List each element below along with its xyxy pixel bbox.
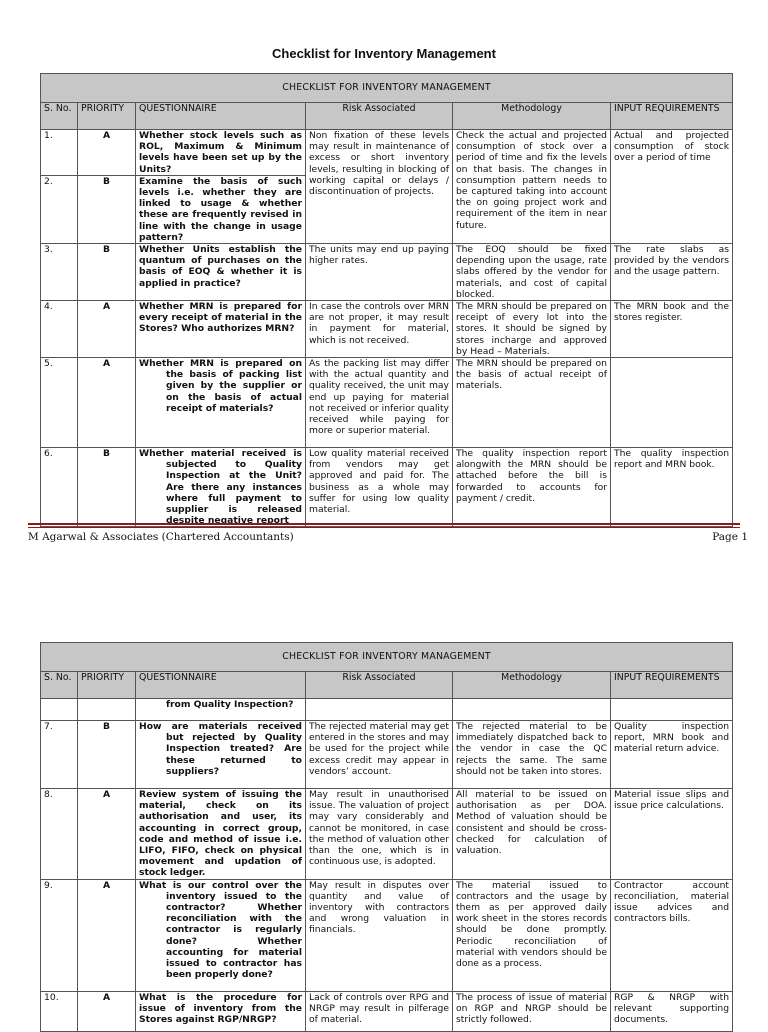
row-question: Whether MRN is prepared for every receipt of material in the Stores? Who authorizes MRN? bbox=[136, 301, 306, 358]
row-input: The rate slabs as provided by the vendors and the usage pattern. bbox=[611, 244, 733, 301]
checklist-table-page-1 bbox=[40, 73, 733, 527]
question-text: Whether MRN is prepared on the basis of packing list given by the supplier or on the basis of actual receipt of materials? bbox=[139, 358, 302, 414]
row-number: 5. bbox=[41, 358, 78, 448]
footer-firm-name: M Agarwal & Associates (Chartered Accountants) bbox=[28, 531, 294, 543]
question-text: Whether material received is subjected to Quality Inspection at the Unit? Are there any instances where full payment to supplier is released despite negative report bbox=[139, 448, 302, 527]
header-risk: Risk Associated bbox=[306, 103, 453, 130]
table-row bbox=[41, 448, 733, 527]
table-row bbox=[41, 789, 733, 880]
table-caption: CHECKLIST FOR INVENTORY MANAGEMENT bbox=[41, 643, 733, 672]
row-methodology: The material issued to contractors and the usage by them as per approved daily work sheet in the stores records should be done promptly. Periodic reconciliation of material with vendors should be done as a process. bbox=[453, 879, 611, 991]
footer-divider-thin bbox=[28, 527, 740, 528]
row-risk: The units may end up paying higher rates. bbox=[306, 244, 453, 301]
row-question: What is the procedure for issue of inventory from the Stores against RGP/NRGP? bbox=[136, 991, 306, 1031]
row-methodology: The MRN should be prepared on the basis of actual receipt of materials. bbox=[453, 358, 611, 448]
table-row bbox=[41, 301, 733, 358]
row-risk: May result in disputes over quantity and value of inventory with contractors and wrong valuation in financials. bbox=[306, 879, 453, 991]
row-methodology: The quality inspection report alongwith the MRN should be attached before the bill is forwarded to accounts for payment / credit. bbox=[453, 448, 611, 527]
row-input: The quality inspection report and MRN book. bbox=[611, 448, 733, 527]
row-risk: Lack of controls over RPG and NRGP may result in pilferage of material. bbox=[306, 991, 453, 1031]
row-methodology: All material to be issued on authorisation as per DOA. Method of valuation should be consistent and should be cross-checked for calculation of valuation. bbox=[453, 789, 611, 880]
header-priority: PRIORITY bbox=[78, 103, 136, 130]
header-methodology: Methodology bbox=[453, 103, 611, 130]
row-priority: B bbox=[78, 175, 136, 243]
row-number: 6. bbox=[41, 448, 78, 527]
row-number: 3. bbox=[41, 244, 78, 301]
table-header-row bbox=[41, 103, 733, 130]
row-input: Actual and projected consumption of stock over a period of time bbox=[611, 130, 733, 244]
header-priority: PRIORITY bbox=[78, 672, 136, 699]
table-row bbox=[41, 879, 733, 991]
row-risk bbox=[306, 699, 453, 721]
row-question: Whether stock levels such as ROL, Maximum & Minimum levels have been set up by the Units? bbox=[136, 130, 306, 176]
row-question bbox=[136, 721, 306, 789]
row-number: 10. bbox=[41, 991, 78, 1031]
row-number: 1. bbox=[41, 130, 78, 176]
row-question bbox=[136, 448, 306, 527]
row-methodology: The rejected material to be immediately dispatched back to the vendor in case the QC rejects the same. The same should not be taken into stores. bbox=[453, 721, 611, 789]
checklist-table-page-2 bbox=[40, 642, 733, 1032]
table-row bbox=[41, 721, 733, 789]
header-input-requirements: INPUT REQUIREMENTS bbox=[611, 103, 733, 130]
header-methodology: Methodology bbox=[453, 672, 611, 699]
document-title: Checklist for Inventory Management bbox=[272, 46, 496, 61]
row-risk: Non fixation of these levels may result in maintenance of excess or short inventory levels, resulting in blocking of working capital or delays / discontinuation of projects. bbox=[306, 130, 453, 244]
header-questionnaire: QUESTIONNAIRE bbox=[136, 672, 306, 699]
row-number: 2. bbox=[41, 175, 78, 243]
row-number: 9. bbox=[41, 879, 78, 991]
table-caption: CHECKLIST FOR INVENTORY MANAGEMENT bbox=[41, 74, 733, 103]
row-question bbox=[136, 879, 306, 991]
row-methodology: The MRN should be prepared on receipt of every lot into the stores. It should be signed by stores incharge and approved by Head – Materials. bbox=[453, 301, 611, 358]
table-row bbox=[41, 358, 733, 448]
row-priority: A bbox=[78, 301, 136, 358]
row-question: from Quality Inspection? bbox=[136, 699, 306, 721]
row-risk: May result in unauthorised issue. The valuation of project may vary considerably and cannot be monitored, in case the method of valuation other than the one, which is in continuous use, is adopted. bbox=[306, 789, 453, 880]
row-priority: A bbox=[78, 789, 136, 880]
table-row bbox=[41, 991, 733, 1031]
table-caption-row bbox=[41, 643, 733, 672]
question-text: What is our control over the inventory issued to the contractor? Whether reconciliation with the contractor is regularly done? Whether accounting for material issued to contractor has been properly done? bbox=[139, 879, 302, 981]
row-risk: Low quality material received from vendors may get approved and paid for. The business as a whole may suffer for using low quality material. bbox=[306, 448, 453, 527]
row-number: 4. bbox=[41, 301, 78, 358]
header-sno: S. No. bbox=[41, 672, 78, 699]
row-risk: The rejected material may get entered in the stores and may be used for the project while excess credit may appear in vendors’ account. bbox=[306, 721, 453, 789]
row-input: Quality inspection report, MRN book and material return advice. bbox=[611, 721, 733, 789]
row-input bbox=[611, 358, 733, 448]
table-caption-row bbox=[41, 74, 733, 103]
row-priority: A bbox=[78, 879, 136, 991]
row-priority: A bbox=[78, 130, 136, 176]
row-priority: A bbox=[78, 358, 136, 448]
row-input: The MRN book and the stores register. bbox=[611, 301, 733, 358]
row-priority: A bbox=[78, 991, 136, 1031]
table-header-row bbox=[41, 672, 733, 699]
header-input-requirements: INPUT REQUIREMENTS bbox=[611, 672, 733, 699]
row-input bbox=[611, 699, 733, 721]
row-number: 7. bbox=[41, 721, 78, 789]
row-methodology bbox=[453, 699, 611, 721]
row-methodology: The EOQ should be fixed depending upon the usage, rate slabs offered by the vendor for materials, and cost of capital blocked. bbox=[453, 244, 611, 301]
row-risk: In case the controls over MRN are not proper, it may result in payment for material, which is not received. bbox=[306, 301, 453, 358]
row-input: Contractor account reconciliation, material issue advices and contractors bills. bbox=[611, 879, 733, 991]
row-risk: As the packing list may differ with the actual quantity and quality received, the unit may end up paying for material not received or inferior quality received while paying for more or superior material. bbox=[306, 358, 453, 448]
row-priority: B bbox=[78, 244, 136, 301]
row-number: 8. bbox=[41, 789, 78, 880]
row-priority: B bbox=[78, 721, 136, 789]
row-question: Review system of issuing the material, check on its authorisation and user, its accounting in correct group, code and method of issue i.e. LIFO, FIFO, check on physical movement and updation of stock ledger. bbox=[136, 789, 306, 880]
row-priority: B bbox=[78, 448, 136, 527]
footer-divider bbox=[28, 523, 740, 525]
question-text: How are materials received but rejected by Quality Inspection treated? Are these returned to suppliers? bbox=[139, 721, 302, 777]
table-row bbox=[41, 130, 733, 176]
row-input: RGP & NRGP with relevant supporting documents. bbox=[611, 991, 733, 1031]
row-question: Whether Units establish the quantum of purchases on the basis of EOQ & whether it is applied in practice? bbox=[136, 244, 306, 301]
table-row bbox=[41, 244, 733, 301]
row-methodology: The process of issue of material on RGP and NRGP should be strictly followed. bbox=[453, 991, 611, 1031]
row-number bbox=[41, 699, 78, 721]
row-question bbox=[136, 358, 306, 448]
header-questionnaire: QUESTIONNAIRE bbox=[136, 103, 306, 130]
row-methodology: Check the actual and projected consumption of stock over a period of time and fix the levels on that basis. The changes in consumption pattern needs to be captured taking into account the on going project work and requirement of the item in near future. bbox=[453, 130, 611, 244]
footer-page-number: Page 1 bbox=[712, 531, 748, 543]
row-question: Examine the basis of such levels i.e. whether they are linked to usage & whether these are frequently revised in line with the change in usage pattern? bbox=[136, 175, 306, 243]
header-risk: Risk Associated bbox=[306, 672, 453, 699]
header-sno: S. No. bbox=[41, 103, 78, 130]
table-row bbox=[41, 699, 733, 721]
row-priority bbox=[78, 699, 136, 721]
row-input: Material issue slips and issue price calculations. bbox=[611, 789, 733, 880]
